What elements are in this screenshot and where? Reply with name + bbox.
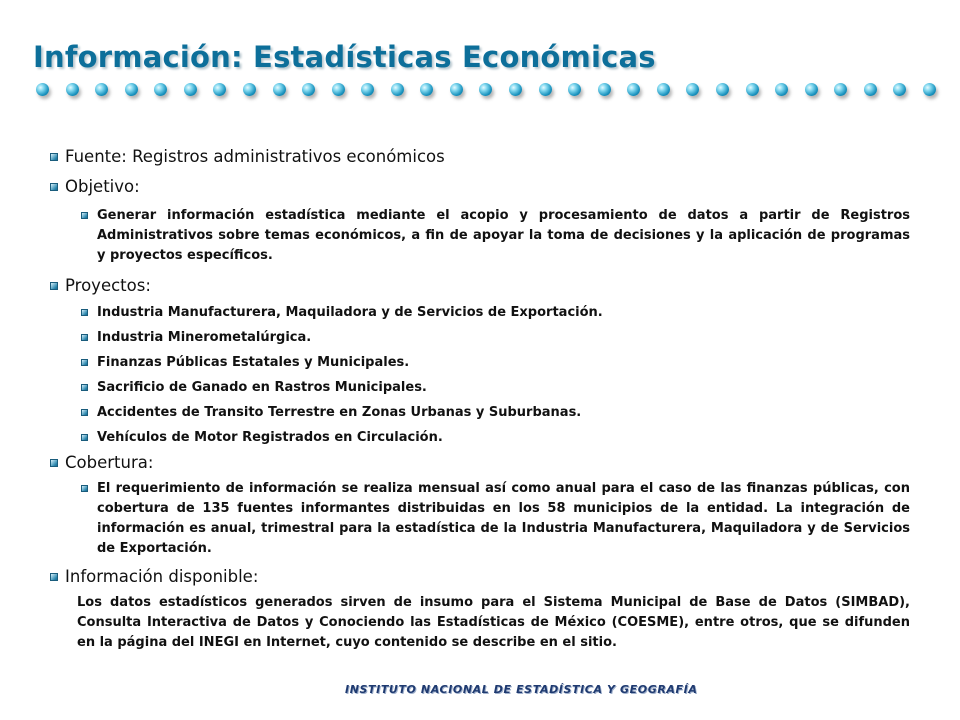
bullet-dot-icon	[184, 83, 197, 96]
bullet-dot-icon	[893, 83, 906, 96]
bullet-dot-icon	[834, 83, 847, 96]
bullet-dot-icon	[864, 83, 877, 96]
bullet-dot-icon	[95, 83, 108, 96]
proyecto-item: Industria Minerometalúrgica.	[50, 328, 910, 348]
bullet-proyectos-heading: Proyectos:	[50, 275, 910, 297]
bullet-dot-icon	[923, 83, 936, 96]
bullet-dot-icon	[302, 83, 315, 96]
decorative-dot-row	[36, 78, 936, 100]
proyecto-item: Industria Manufacturera, Maquiladora y de Servicios de Exportación.	[50, 303, 910, 323]
bullet-dot-icon	[125, 83, 138, 96]
bullet-dot-icon	[154, 83, 167, 96]
bullet-dot-icon	[805, 83, 818, 96]
footer-institution: INSTITUTO NACIONAL DE ESTADÍSTICA Y GEOGRAFÍA	[345, 683, 698, 696]
bullet-dot-icon	[450, 83, 463, 96]
bullet-dot-icon	[391, 83, 404, 96]
bullet-dot-icon	[509, 83, 522, 96]
bullet-dot-icon	[479, 83, 492, 96]
bullet-dot-icon	[213, 83, 226, 96]
bullet-dot-icon	[420, 83, 433, 96]
bullet-dot-icon	[66, 83, 79, 96]
cobertura-text: El requerimiento de información se realiza mensual así como anual para el caso de las finanzas públicas, con cobertura de 135 fuentes informantes distribuidas en los 58 municipios de la entidad. La integración de información es anual, trimestral para la estadística de la Industria Manufacturera, Maquiladora y de Servicios de Exportación.	[50, 479, 910, 559]
proyecto-item: Sacrificio de Ganado en Rastros Municipales.	[50, 378, 910, 398]
bullet-dot-icon	[598, 83, 611, 96]
bullet-fuente: Fuente: Registros administrativos económicos	[50, 146, 910, 168]
slide-content	[50, 146, 910, 653]
bullet-dot-icon	[273, 83, 286, 96]
bullet-dot-icon	[746, 83, 759, 96]
bullet-dot-icon	[539, 83, 552, 96]
bullet-objetivo-heading: Objetivo:	[50, 176, 910, 198]
bullet-dot-icon	[686, 83, 699, 96]
bullet-dot-icon	[243, 83, 256, 96]
bullet-dot-icon	[36, 83, 49, 96]
proyecto-item: Finanzas Públicas Estatales y Municipales.	[50, 353, 910, 373]
bullet-dot-icon	[775, 83, 788, 96]
bullet-dot-icon	[332, 83, 345, 96]
bullet-dot-icon	[657, 83, 670, 96]
bullet-info-heading: Información disponible:	[50, 566, 910, 588]
proyecto-item: Vehículos de Motor Registrados en Circulación.	[50, 428, 910, 448]
bullet-dot-icon	[627, 83, 640, 96]
bullet-dot-icon	[568, 83, 581, 96]
bullet-dot-icon	[716, 83, 729, 96]
proyecto-item: Accidentes de Transito Terrestre en Zonas Urbanas y Suburbanas.	[50, 403, 910, 423]
info-text: Los datos estadísticos generados sirven de insumo para el Sistema Municipal de Base de Datos (SIMBAD), Consulta Interactiva de Datos y Conociendo las Estadísticas de México (COESME), entre otros, que se difunden en la página del INEGI en Internet, cuyo contenido se describe en el sitio.	[77, 595, 910, 650]
bullet-cobertura-heading: Cobertura:	[50, 452, 910, 474]
objetivo-text: Generar información estadística mediante el acopio y procesamiento de datos a partir de Registros Administrativos sobre temas económicos, a fin de apoyar la toma de decisiones y la aplicación de programas y proyectos específicos.	[50, 206, 910, 266]
bullet-dot-icon	[361, 83, 374, 96]
page-title: Información: Estadísticas Económicas	[33, 40, 656, 74]
